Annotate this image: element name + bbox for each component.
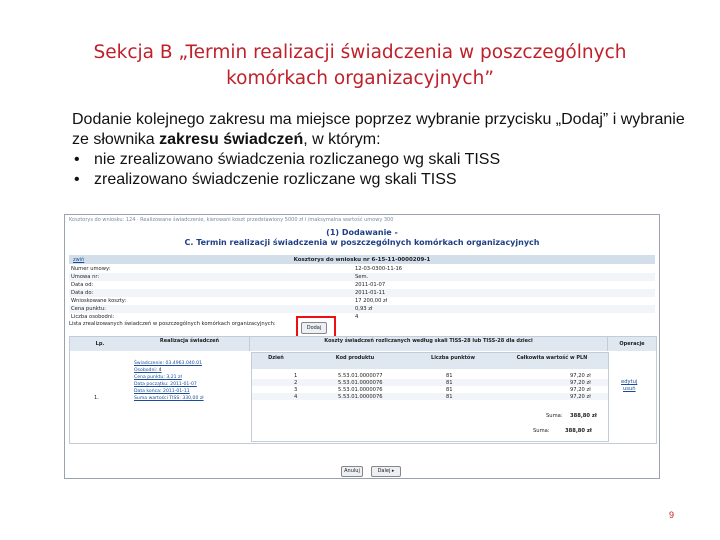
slide-title-line1: Sekcja B „Termin realizacji świadczenia w poszczególnych [93,42,627,63]
detail-label: Suma wartości TISS: [134,396,181,401]
detail-line [134,389,190,394]
intro-paragraph [72,110,702,150]
table-row [252,372,608,379]
intro-part1: Dodanie kolejnego zakresu ma miejsce poprzez wybranie przycisku „Dodaj” i wybranie ze słownika [72,111,685,148]
field-row [69,297,655,305]
bullet-icon: • [74,171,80,188]
col-header-koszty: Koszty świadczeń rozliczanych według skali TISS-28 lub TISS-28 dla dzieci [250,337,608,351]
intro-part2: , w którym: [303,131,381,148]
row-lp: 1. [94,395,99,401]
tiss-sum-value: 388,80 zł [570,413,597,419]
cell-day: 2 [294,379,298,386]
delete-link[interactable]: usuń [623,386,636,392]
detail-label: Cena punktu: [134,375,165,380]
col-header-lp: Lp. [70,337,131,351]
field-value: 0,93 zł [355,306,373,312]
intro-text [72,110,702,190]
field-label: Wnioskowane koszty: [71,298,127,304]
field-label: Cena punktu: [71,306,106,312]
tiss-sum-label: Suma: [546,413,563,419]
info-bar [69,255,655,264]
add-button[interactable]: Dodaj [301,322,327,334]
detail-line [134,375,182,380]
collapse-link[interactable]: zwiń [73,257,85,263]
col-header-realizacja: Realizacja świadczeń [130,337,250,351]
info-bar-label: Kosztorys do wniosku nr 6-15-11-0000209-1 [293,256,431,263]
tiss-header-code: Kod produktu [300,353,410,369]
intro-bold: zakresu świadczeń [159,131,304,148]
field-row [69,281,655,289]
total-value: 388,80 zł [565,428,592,434]
cell-code: 5.53.01.0000077 [338,372,383,379]
table-row [252,379,608,386]
field-row [69,265,655,273]
field-label: Data do: [71,290,94,296]
detail-line [134,382,197,387]
field-label: Umowa nr: [71,274,100,280]
cell-points: 81 [446,379,453,386]
field-value: 4 [355,314,359,320]
slide-title [40,40,680,92]
cell-points: 81 [446,386,453,393]
page-number: 9 [669,510,675,520]
cell-value: 97,20 zł [570,372,591,379]
detail-value: 2011-01-07 [170,382,197,387]
detail-value: 3,21 zł [166,375,182,380]
cell-value: 97,20 zł [570,386,591,393]
cell-code: 5.53.01.0000076 [338,379,383,386]
field-value: 2011-01-11 [355,290,386,296]
cell-day: 3 [294,386,298,393]
field-value: 12-03-0300-11-16 [355,266,403,272]
bullet-item [72,170,702,190]
field-value: 2011-01-07 [355,282,386,288]
slide-title-line2: komórkach organizacyjnych” [226,68,494,89]
tiss-table [251,352,609,442]
cell-value: 97,20 zł [570,379,591,386]
tiss-header-day: Dzień [252,353,300,369]
cell-day: 1 [294,372,298,379]
list-label: Lista zrealizowanych świadczeń w poszczególnych komórkach organizacyjnych: [69,321,276,327]
form-title: (1) Dodawanie - [326,228,398,237]
field-label: Numer umowy: [71,266,111,272]
next-button[interactable]: Dalej ▸ [371,466,401,477]
breadcrumb[interactable]: Kosztorys do wniosku: 124 · Realizowane świadczenie, kierowani koszt przedstawiony 5000 zł i /maksymalna wartość umowy 300 [69,217,394,223]
cell-points: 81 [446,393,453,400]
field-row [69,273,655,281]
field-value: 17 200,00 zł [355,298,388,304]
field-value: Sem. [355,274,369,280]
cell-day: 4 [294,393,298,400]
field-label: Data od: [71,282,94,288]
detail-label: Świadczenie: [134,361,165,366]
detail-label: Data początku: [134,382,169,387]
field-row [69,313,655,321]
col-header-operacje: Operacje [608,337,656,351]
table-row [252,386,608,393]
detail-label: Osobodni: [134,368,158,373]
field-row [69,289,655,297]
bullet-text: nie zrealizowano świadczenia rozliczanego wg skali TISS [94,151,501,168]
total-label: Suma: [533,428,550,434]
tiss-header-points: Liczba punktów [410,353,496,369]
field-row [69,305,655,313]
bullet-icon: • [74,151,80,168]
table-row [252,393,608,400]
detail-value: 03.4963.040.01 [165,361,203,366]
detail-label: Data końca: [134,389,162,394]
cell-points: 81 [446,372,453,379]
field-label: Liczba osobodni: [71,314,115,320]
app-screenshot [64,214,660,479]
bullet-text: zrealizowano świadczenie rozliczane wg skali TISS [94,171,457,188]
tiss-header-value: Całkowita wartość w PLN [496,353,608,369]
form-subtitle: C. Termin realizacji świadczenia w poszczególnych komórkach organizacyjnych [184,238,540,247]
detail-line [134,368,162,373]
cell-value: 97,20 zł [570,393,591,400]
detail-value: 2011-01-11 [163,389,190,394]
cell-code: 5.53.01.0000076 [338,386,383,393]
detail-value: 330,00 zł [182,396,204,401]
edit-link[interactable]: edytuj [621,379,638,385]
detail-line [134,396,204,401]
bullet-item [72,150,702,170]
cancel-button[interactable]: Anuluj [341,466,363,477]
cell-code: 5.53.01.0000076 [338,393,383,400]
detail-value: 4 [158,368,162,373]
detail-line [134,361,202,366]
